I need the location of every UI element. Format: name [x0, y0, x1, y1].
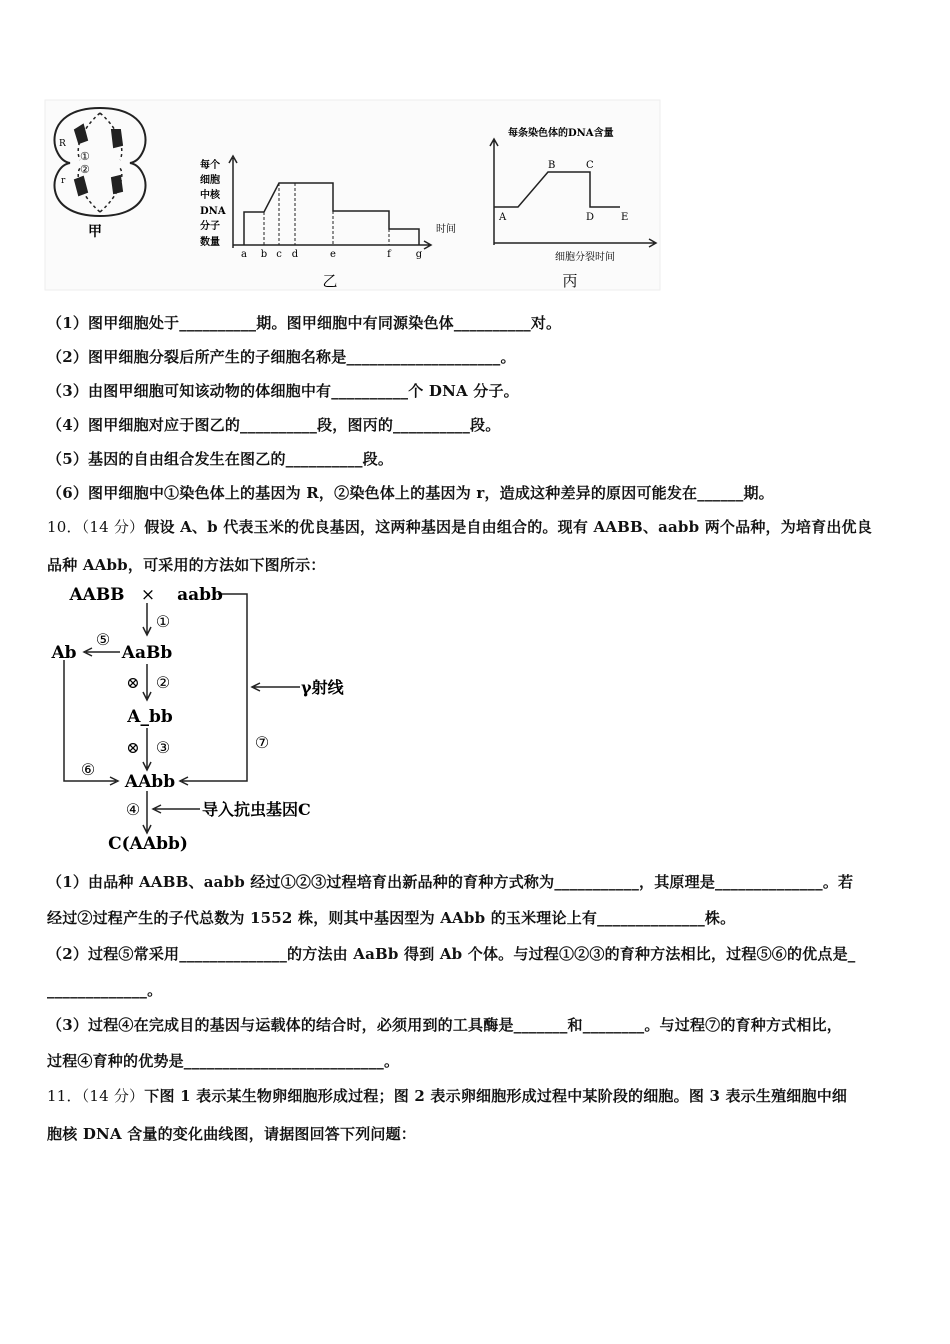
figure-jia-label: 甲	[88, 224, 102, 240]
node-AAbb: AAbb	[124, 772, 176, 792]
q10-sub3-a: （3）过程④在完成目的基因与运载体的结合时，必须用到的工具酶是_______和________。与过程⑦的育种方式相比，	[47, 1016, 842, 1034]
step-3: ③	[155, 738, 171, 757]
selfing-icon: ⊗	[126, 738, 140, 757]
node-C-AAbb: C(AAbb)	[108, 834, 188, 854]
svg-text:d: d	[291, 249, 299, 260]
q11-stem-text: 下图 1 表示某生物卵细胞形成过程；图 2 表示卵细胞形成过程中某阶段的细胞。图 3 表示生殖细胞中细	[144, 1087, 848, 1105]
svg-text:E: E	[621, 212, 629, 223]
q11-stem	[47, 1085, 847, 1106]
mark-r: r	[61, 176, 66, 186]
svg-text:e: e	[330, 249, 336, 260]
svg-text:a: a	[241, 249, 247, 260]
svg-text:DNA: DNA	[200, 206, 226, 217]
svg-text:中核: 中核	[200, 190, 220, 201]
svg-text:每个: 每个	[200, 160, 220, 171]
q10-sub2-b: _____________。	[47, 981, 163, 999]
svg-text:C: C	[586, 160, 594, 171]
q11-number: 11．（14 分）	[47, 1087, 145, 1105]
svg-text:c: c	[276, 249, 282, 260]
svg-text:数量: 数量	[200, 237, 220, 248]
q9-sub6: （6）图甲细胞中①染色体上的基因为 R，②染色体上的基因为 r，造成这种差异的原因可能发在______期。	[47, 484, 774, 502]
step-7: ⑦	[254, 733, 270, 752]
figure-panel	[0, 0, 950, 300]
selfing-icon: ⊗	[126, 673, 140, 692]
mark-1: ①	[80, 150, 90, 163]
q10-sub1-b: 经过②过程产生的子代总数为 1552 株，则其中基因型为 AAbb 的玉米理论上有______________株。	[47, 909, 736, 927]
node-Ab: Ab	[51, 643, 77, 663]
node-AaBb: AaBb	[121, 643, 173, 663]
svg-text:A: A	[499, 212, 507, 223]
cross-sign: ×	[140, 585, 156, 605]
node-AABB: AABB	[69, 585, 125, 605]
q10-number: 10．（14 分）	[47, 518, 145, 536]
figure-yi-label: 乙	[322, 272, 338, 290]
q9-sub4: （4）图甲细胞对应于图乙的__________段，图丙的__________段。	[47, 416, 501, 434]
q10-stem2: 品种 AAbb，可采用的方法如下图所示：	[47, 556, 326, 574]
q9-sub1: （1）图甲细胞处于__________期。图甲细胞中有同源染色体__________对。	[47, 314, 562, 332]
q10-sub1-a: （1）由品种 AABB、aabb 经过①②③过程培育出新品种的育种方式称为___________，其原理是______________。若	[47, 873, 854, 891]
yi-xlabel: 时间	[436, 224, 456, 235]
svg-text:分子: 分子	[200, 221, 220, 232]
gene-import-label: 导入抗虫基因C	[202, 800, 311, 819]
q9-sub3: （3）由图甲细胞可知该动物的体细胞中有__________个 DNA 分子。	[47, 382, 519, 400]
svg-text:细胞: 细胞	[200, 175, 220, 186]
q11-stem2: 胞核 DNA 含量的变化曲线图，请据图回答下列问题：	[47, 1125, 417, 1143]
mark-2: ②	[80, 163, 90, 176]
breeding-diagram	[0, 575, 400, 860]
svg-text:g: g	[415, 249, 423, 260]
node-A_bb: A_bb	[127, 707, 173, 727]
bing-xlabel: 细胞分裂时间	[555, 252, 615, 263]
svg-text:B: B	[548, 160, 556, 171]
svg-text:f: f	[387, 249, 391, 260]
step-4: ④	[125, 800, 141, 819]
step-1: ①	[155, 612, 171, 631]
q9-sub2: （2）图甲细胞分裂后所产生的子细胞名称是____________________。	[47, 348, 516, 366]
svg-text:b: b	[260, 249, 268, 260]
q10-sub2-a: （2）过程⑤常采用______________的方法由 AaBb 得到 Ab 个体。与过程①②③的育种方法相比，过程⑤⑥的优点是_	[47, 945, 856, 963]
step-5: ⑤	[95, 630, 111, 649]
mark-R: R	[59, 139, 66, 149]
q10-sub3-b: 过程④育种的优势是__________________________。	[47, 1052, 400, 1070]
q10-stem	[47, 516, 872, 537]
bing-ylabel: 每条染色体的DNA含量	[508, 128, 614, 139]
figure-bing-label: 丙	[562, 272, 578, 290]
q9-sub5: （5）基因的自由组合发生在图乙的__________段。	[47, 450, 394, 468]
q10-stem-text: 假设 A、b 代表玉米的优良基因，这两种基因是自由组合的。现有 AABB、aabb 两个品种，为培育出优良	[144, 518, 872, 536]
gamma-ray-label: γ射线	[301, 678, 344, 697]
svg-text:D: D	[586, 212, 595, 223]
node-aabb: aabb	[177, 585, 223, 605]
step-2: ②	[155, 673, 171, 692]
step-6: ⑥	[80, 760, 96, 779]
